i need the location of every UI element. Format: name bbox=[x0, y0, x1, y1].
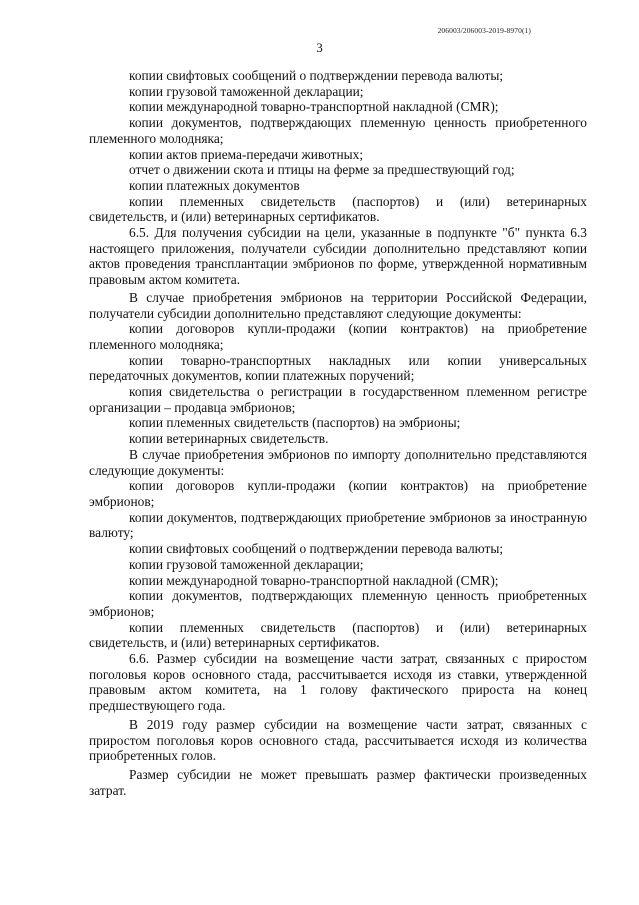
paragraph: В случае приобретения эмбрионов по импорту дополнительно представляются следующие документы: bbox=[89, 446, 587, 478]
paragraph: копии племенных свидетельств (паспортов) и (или) ветеринарных свидетельств, и (или) ветеринарных сертификатов. bbox=[89, 193, 587, 225]
paragraph: отчет о движении скота и птицы на ферме за предшествующий год; bbox=[129, 162, 515, 178]
paragraph: В случае приобретения эмбрионов на территории Российской Федерации, получатели субсидии дополнительно представляют следующие документы: bbox=[89, 289, 587, 321]
paragraph: копии грузовой таможенной декларации; bbox=[129, 556, 364, 572]
paragraph: копии международной товарно-транспортной накладной (CMR); bbox=[129, 99, 499, 115]
paragraph: копии свифтовых сообщений о подтверждении перевода валюты; bbox=[129, 541, 504, 557]
paragraph-6-5: 6.5. Для получения субсидии на цели, указанные в подпункте "б" пункта 6.3 настоящего приложения, получатели субсидии дополнительно представляют копии актов проведения трансплантации эмбрионов по форме, утвержденной нормативным правовым актом комитета. bbox=[89, 225, 587, 288]
paragraph: В 2019 году размер субсидии на возмещение части затрат, связанных с приростом поголовья коров основного стада, рассчитывается исходя из количества приобретенных голов. bbox=[89, 716, 587, 764]
paragraph: Размер субсидии не может превышать размер фактически произведенных затрат. bbox=[89, 766, 587, 798]
paragraph: копии свифтовых сообщений о подтверждении перевода валюты; bbox=[129, 68, 504, 83]
paragraph: копии ветеринарных свидетельств. bbox=[129, 431, 329, 447]
document-id: 206003/206003-2019-8970(1) bbox=[437, 26, 531, 35]
paragraph: копии международной товарно-транспортной накладной (CMR); bbox=[129, 572, 499, 588]
paragraph: копии актов приема-передачи животных; bbox=[129, 146, 364, 162]
paragraph: копии документов, подтверждающих племенную ценность приобретенных эмбрионов; bbox=[89, 588, 587, 619]
paragraph: копии товарно-транспортных накладных или копии универсальных передаточных документов, копии платежных поручений; bbox=[89, 352, 587, 384]
paragraph: копия свидетельства о регистрации в государственном племенном регистре организации – продавца эмбрионов; bbox=[89, 384, 587, 415]
paragraph: копии платежных документов bbox=[129, 177, 300, 193]
paragraph: копии племенных свидетельств (паспортов) на эмбрионы; bbox=[129, 415, 461, 431]
paragraph: копии документов, подтверждающих племенную ценность приобретенного племенного молодняка; bbox=[89, 115, 587, 146]
page-number: 3 bbox=[316, 40, 323, 55]
paragraph: копии договоров купли-продажи (копии контрактов) на приобретение эмбрионов; bbox=[89, 478, 587, 509]
document-body bbox=[89, 68, 587, 798]
paragraph: копии документов, подтверждающих приобретение эмбрионов за иностранную валюту; bbox=[89, 509, 587, 541]
paragraph-6-6: 6.6. Размер субсидии на возмещение части затрат, связанных с приростом поголовья коров основного стада, рассчитывается исходя из ставки, утвержденной правовым актом комитета, на 1 голову фактического прироста на конец предшествующего года. bbox=[89, 651, 587, 714]
paragraph: копии племенных свидетельств (паспортов) и (или) ветеринарных свидетельств, и (или) ветеринарных сертификатов. bbox=[89, 619, 587, 651]
paragraph: копии договоров купли-продажи (копии контрактов) на приобретение племенного молодняка; bbox=[89, 321, 587, 352]
paragraph: копии грузовой таможенной декларации; bbox=[129, 83, 364, 99]
